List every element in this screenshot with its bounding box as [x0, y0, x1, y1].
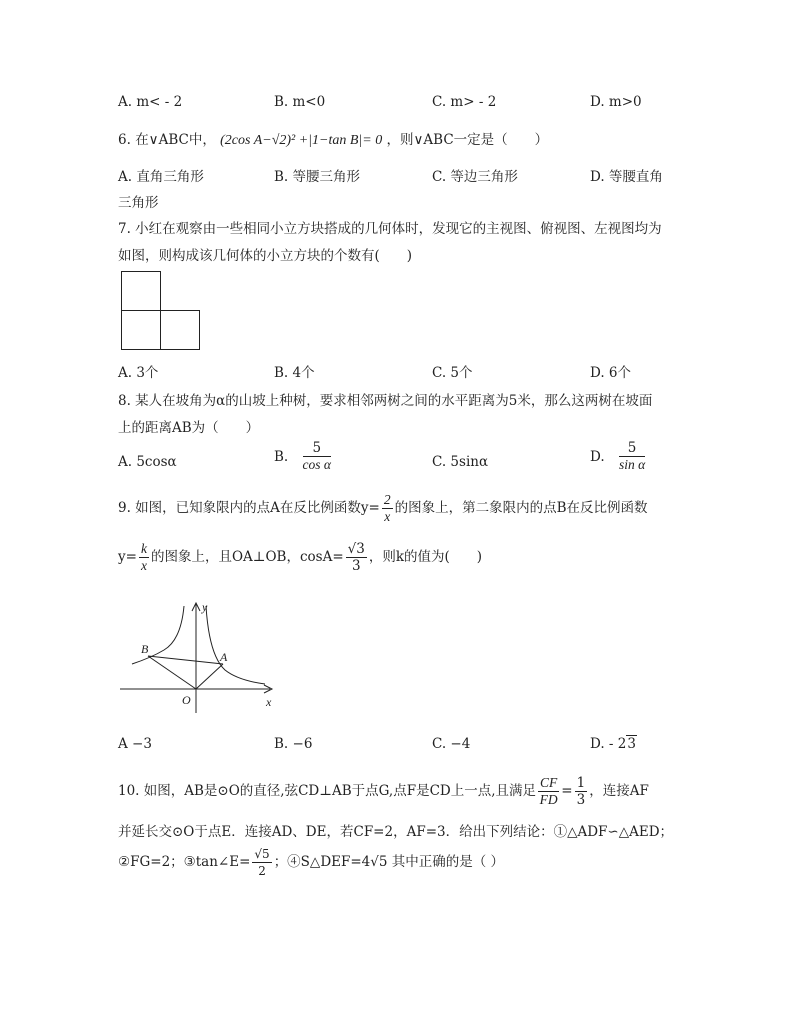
- segment-ob: [148, 656, 196, 689]
- q9-graph: [110, 598, 290, 718]
- q5-option-a: A. m< - 2: [118, 94, 183, 110]
- q9-frac1-den: x: [384, 509, 391, 524]
- cube-bottom-left: [121, 310, 161, 350]
- cube-bottom-right: [160, 310, 200, 350]
- q10-frac1-den: FD: [539, 792, 558, 807]
- q9-frac3-den: 3: [351, 558, 361, 574]
- q10-stem-line1: 10. 如图，AB是⊙O的直径,弦CD⊥AB于点G,点F是CD上一点,且满足 $\frac{CF}{FD}$ = $\frac{1}{3}$ ，连接AF: [118, 775, 649, 808]
- q10-text-1a: 10. 如图，AB是⊙O的直径,弦CD⊥AB于点G,点F是CD上一点,且满足: [118, 783, 537, 799]
- q7-option-c: C. 5个: [432, 365, 473, 381]
- q9-option-c: C. −4: [432, 736, 471, 752]
- q6-option-a: A. 直角三角形: [118, 169, 204, 185]
- q6-option-wrap: 三角形: [118, 195, 159, 211]
- q6-stem: [118, 128, 548, 149]
- q6-option-d: D. 等腰直角: [590, 169, 663, 185]
- q10-frac3-num: √5: [254, 847, 270, 861]
- q6-option-b: B. 等腰三角形: [274, 169, 361, 185]
- q8-option-c: C. 5sinα: [432, 454, 489, 470]
- curve-second-quadrant: [132, 606, 184, 664]
- q7-stem-line2: 如图，则构成该几何体的小立方块的个数有( ): [118, 248, 413, 264]
- q7-option-b: B. 4个: [274, 365, 315, 381]
- label-a: A: [220, 650, 228, 664]
- segment-ab: [148, 656, 223, 664]
- q6-number: 6.: [118, 132, 131, 148]
- q9-text-2b: 的图象上，且OA⊥OB，cosA=: [150, 549, 344, 565]
- q6-text-after: ，则∨ABC一定是（ ）: [386, 132, 549, 148]
- segment-oa: [196, 664, 223, 689]
- q10-stem-line2: 并延长交⊙O于点E．连接AD、DE，若CF=2，AF=3．给出下列结论：①△ADF∽△AED；: [118, 824, 674, 840]
- q10-frac1-num: CF: [540, 775, 558, 790]
- q9-frac3-num: √3: [347, 541, 365, 557]
- q9-text-2c: ，则k的值为( ): [368, 549, 483, 565]
- q6-option-c: C. 等边三角形: [432, 169, 518, 185]
- q9-stem-line1: [118, 492, 648, 525]
- label-x: x: [266, 695, 272, 709]
- q10-text-3b: ；④S△DEF=4: [273, 854, 371, 870]
- q10-frac3-den: 2: [258, 864, 266, 878]
- q10-frac2-num: 1: [576, 775, 586, 791]
- q10-text-3d: 其中正确的是（ ）: [387, 854, 505, 870]
- q9-text-1b: 的图象上，第二象限内的点B在反比例函数: [394, 500, 648, 516]
- q9-option-b: B. −6: [274, 736, 313, 752]
- label-b: B: [141, 642, 149, 656]
- q8-stem-line2: 上的距离AB为（ ）: [118, 420, 260, 436]
- q9-frac2-den: x: [140, 558, 147, 573]
- q9-text-2a: y=: [118, 549, 137, 565]
- q8-option-b: B. $\frac{5}{\text{cos α}}$: [274, 440, 331, 472]
- label-o: O: [182, 693, 191, 707]
- q6-text-before: 在∨ABC中，: [135, 132, 216, 148]
- cube-top-left: [121, 271, 161, 311]
- q6-equation: (2cos A−√2)² +|1−tan B|= 0: [220, 133, 383, 148]
- q10-stem-line3: [118, 846, 504, 879]
- q7-stem-line1: 7. 小红在观察由一些相同小立方块搭成的几何体时，发现它的主视图、俯视图、左视图均为: [118, 221, 662, 237]
- q9-stem-line2: [118, 541, 482, 574]
- q8-stem-line1: 8. 某人在坡角为α的山坡上种树，要求相邻两树之间的水平距离为5米，那么这两树在坡面: [118, 393, 653, 409]
- q10-text-3c: √5: [370, 854, 388, 870]
- q9-option-d: D. - 23: [590, 736, 636, 752]
- q8-option-a: A. 5cosα: [118, 454, 177, 470]
- label-y: y: [202, 600, 208, 614]
- q10-text-3a: ②FG=2；③tan∠E=: [118, 854, 251, 870]
- q9-frac2-num: k: [140, 541, 147, 556]
- q9-text-1a: 9. 如图，已知象限内的点A在反比例函数y=: [118, 500, 380, 516]
- q5-option-b: B. m<0: [274, 94, 326, 110]
- q5-option-c: C. m> - 2: [432, 94, 497, 110]
- q8-option-d: D. $\frac{5}{\text{sin α}}$: [590, 440, 646, 472]
- q5-option-d: D. m>0: [590, 94, 642, 110]
- q10-frac2-den: 3: [576, 792, 586, 808]
- q9-frac1-num: 2: [383, 492, 391, 507]
- curve-first-quadrant: [206, 606, 265, 684]
- q10-text-1b: ，连接AF: [589, 783, 649, 799]
- q7-option-a: A. 3个: [118, 365, 159, 381]
- q7-option-d: D. 6个: [590, 365, 632, 381]
- q9-option-a: A −3: [118, 736, 152, 752]
